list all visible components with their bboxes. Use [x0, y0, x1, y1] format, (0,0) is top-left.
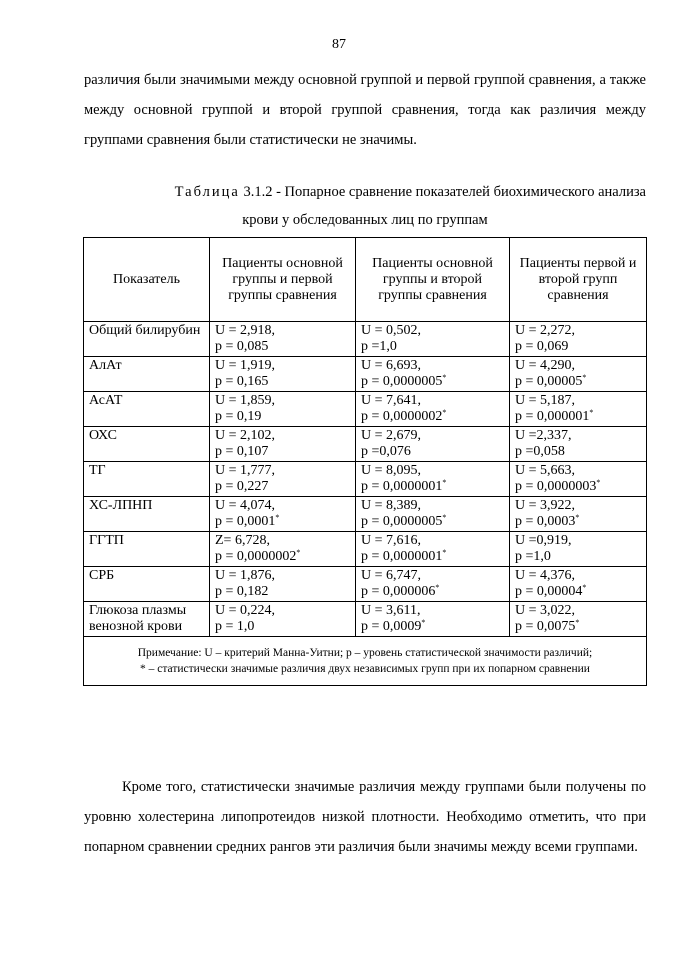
stat-cell: [510, 427, 647, 462]
p-value: p = 0,107: [215, 444, 269, 459]
p-value: p = 0,085: [215, 339, 269, 354]
p-value-line: [215, 479, 350, 495]
p-value-line: [215, 549, 350, 565]
header-main-vs-first: Пациенты основной группы и первой группы сравнения: [210, 238, 356, 322]
p-value: p = 0,182: [215, 584, 269, 599]
p-value-line: [215, 409, 350, 425]
p-value: p = 0,00005: [515, 374, 583, 389]
indicator-cell: АсАТ: [84, 392, 210, 427]
indicator-cell: ОХС: [84, 427, 210, 462]
significance-marker: *: [275, 513, 280, 522]
table-header-row: [84, 238, 647, 322]
intro-paragraph: различия были значимыми между основной группой и первой группой сравнения, а также между основной группой и второй группой сравнения, тогда как различия между группами сравнения были статистически не значимы.: [84, 72, 646, 148]
p-value: p =0,058: [515, 444, 565, 459]
significance-marker: *: [589, 408, 594, 417]
stat-cell: [356, 497, 510, 532]
p-value: p = 0,0000002: [215, 549, 297, 564]
stat-cell: [210, 462, 356, 497]
u-statistic: U = 3,022,: [515, 603, 576, 618]
closing-paragraph: Кроме того, статистически значимые различия между группами были получены по уровню холестерина липопротеидов низкой плотности. Необходимо отметить, что при попарном сравнении средних рангов эти различия были значимы между всеми группами.: [84, 779, 646, 855]
p-value-line: [361, 584, 504, 600]
p-value-line: [215, 619, 350, 635]
stat-cell: [356, 532, 510, 567]
table-row: [84, 602, 647, 637]
p-value-line: [361, 514, 504, 530]
significance-marker: *: [442, 513, 447, 522]
p-value-line: [515, 479, 641, 495]
p-value-line: [215, 374, 350, 390]
p-value-line: [215, 339, 350, 355]
significance-marker: *: [442, 478, 447, 487]
stat-cell: [356, 392, 510, 427]
u-statistic: U =0,919,: [515, 533, 572, 548]
p-value: p = 0,19: [215, 409, 262, 424]
p-value-line: [515, 619, 641, 635]
p-value: p = 0,0000003: [515, 479, 597, 494]
comparison-table: [83, 237, 647, 686]
u-statistic: U = 1,859,: [215, 393, 276, 408]
p-value: p = 0,00004: [515, 584, 583, 599]
p-value-line: [361, 549, 504, 565]
stat-cell: [510, 462, 647, 497]
p-value-line: [215, 444, 350, 460]
stat-cell: [210, 602, 356, 637]
p-value-line: [215, 584, 350, 600]
u-statistic: U = 4,074,: [215, 498, 276, 513]
caption-text-line1: - Попарное сравнение показателей биохимического анализа: [276, 184, 646, 200]
table-row: [84, 567, 647, 602]
table-row: [84, 532, 647, 567]
p-value: p = 0,0003: [515, 514, 576, 529]
stat-cell: [356, 322, 510, 357]
stat-cell: [356, 567, 510, 602]
p-value: p = 0,000001: [515, 409, 590, 424]
caption-label: Таблица: [174, 184, 240, 200]
p-value-line: [361, 479, 504, 495]
u-statistic: U = 6,747,: [361, 568, 422, 583]
significance-marker: *: [575, 513, 580, 522]
stat-cell: [210, 532, 356, 567]
header-first-vs-second: Пациенты первой и второй групп сравнения: [510, 238, 647, 322]
p-value-line: [361, 619, 504, 635]
significance-marker: *: [435, 583, 440, 592]
stat-cell: [210, 427, 356, 462]
p-value: p = 0,0000002: [361, 409, 443, 424]
p-value: p = 0,0000005: [361, 374, 443, 389]
page-number: 87: [332, 37, 346, 52]
p-value: p = 0,0075: [515, 619, 576, 634]
u-statistic: U = 1,777,: [215, 463, 276, 478]
table-row: [84, 357, 647, 392]
stat-cell: [356, 602, 510, 637]
caption-number: 3.1.2: [243, 184, 273, 200]
significance-marker: *: [575, 618, 580, 627]
significance-marker: *: [596, 478, 601, 487]
indicator-cell: СРБ: [84, 567, 210, 602]
p-value-line: [361, 444, 504, 460]
table-body: [84, 322, 647, 637]
p-value-line: [515, 584, 641, 600]
p-value: p = 0,0009: [361, 619, 422, 634]
u-statistic: U = 2,102,: [215, 428, 276, 443]
u-statistic: U = 8,389,: [361, 498, 422, 513]
indicator-cell: ТГ: [84, 462, 210, 497]
p-value-line: [515, 409, 641, 425]
header-main-vs-second: Пациенты основной группы и второй группы сравнения: [356, 238, 510, 322]
p-value: p = 1,0: [215, 619, 255, 634]
stat-cell: [510, 497, 647, 532]
u-statistic: U = 7,641,: [361, 393, 422, 408]
p-value: p = 0,0000005: [361, 514, 443, 529]
table-row: [84, 392, 647, 427]
indicator-cell: АлАт: [84, 357, 210, 392]
stat-cell: [210, 322, 356, 357]
significance-marker: *: [421, 618, 426, 627]
u-statistic: U = 3,922,: [515, 498, 576, 513]
table-row: [84, 427, 647, 462]
u-statistic: U = 5,187,: [515, 393, 576, 408]
significance-marker: *: [582, 373, 587, 382]
table-row: [84, 462, 647, 497]
significance-marker: *: [442, 548, 447, 557]
significance-marker: *: [442, 408, 447, 417]
table-note: [84, 637, 647, 686]
p-value-line: [361, 374, 504, 390]
note-line2: * – статистически значимые различия двух независимых групп при их попарном сравнении: [140, 663, 590, 675]
p-value-line: [515, 514, 641, 530]
indicator-cell: Общий билирубин: [84, 322, 210, 357]
p-value-line: [515, 444, 641, 460]
stat-cell: [210, 567, 356, 602]
u-statistic: U = 1,876,: [215, 568, 276, 583]
header-indicator: Показатель: [84, 238, 210, 322]
p-value-line: [515, 549, 641, 565]
u-statistic: U = 6,693,: [361, 358, 422, 373]
table-caption: [84, 178, 646, 234]
caption-text-line2: крови у обследованных лиц по группам: [242, 212, 488, 228]
u-statistic: U = 8,095,: [361, 463, 422, 478]
p-value: p = 0,069: [515, 339, 569, 354]
stat-cell: [510, 322, 647, 357]
indicator-cell: ХС-ЛПНП: [84, 497, 210, 532]
table-row: [84, 322, 647, 357]
u-statistic: U = 2,679,: [361, 428, 422, 443]
p-value-line: [215, 514, 350, 530]
p-value: p = 0,165: [215, 374, 269, 389]
table-note-row: [84, 637, 647, 686]
stat-cell: [356, 462, 510, 497]
p-value: p =1,0: [515, 549, 551, 564]
u-statistic: U = 0,502,: [361, 323, 422, 338]
u-statistic: U = 2,272,: [515, 323, 576, 338]
u-statistic: U = 0,224,: [215, 603, 276, 618]
u-statistic: U = 3,611,: [361, 603, 421, 618]
p-value: p =1,0: [361, 339, 397, 354]
stat-cell: [510, 392, 647, 427]
significance-marker: *: [582, 583, 587, 592]
stat-cell: [510, 567, 647, 602]
u-statistic: U = 5,663,: [515, 463, 576, 478]
indicator-cell: ГГТП: [84, 532, 210, 567]
indicator-cell: Глюкоза плазмы венозной крови: [84, 602, 210, 637]
stat-cell: [510, 532, 647, 567]
p-value-line: [515, 374, 641, 390]
p-value: p = 0,0001: [215, 514, 276, 529]
stat-cell: [210, 357, 356, 392]
u-statistic: Z= 6,728,: [215, 533, 270, 548]
u-statistic: U = 7,616,: [361, 533, 422, 548]
p-value: p =0,076: [361, 444, 411, 459]
u-statistic: U = 1,919,: [215, 358, 276, 373]
p-value: p = 0,0000001: [361, 549, 443, 564]
stat-cell: [510, 602, 647, 637]
significance-marker: *: [296, 548, 301, 557]
p-value: p = 0,000006: [361, 584, 436, 599]
u-statistic: U =2,337,: [515, 428, 572, 443]
p-value: p = 0,227: [215, 479, 269, 494]
u-statistic: U = 2,918,: [215, 323, 276, 338]
stat-cell: [356, 357, 510, 392]
stat-cell: [210, 497, 356, 532]
stat-cell: [356, 427, 510, 462]
table-row: [84, 497, 647, 532]
stat-cell: [210, 392, 356, 427]
significance-marker: *: [442, 373, 447, 382]
p-value-line: [515, 339, 641, 355]
p-value: p = 0,0000001: [361, 479, 443, 494]
u-statistic: U = 4,290,: [515, 358, 576, 373]
stat-cell: [510, 357, 647, 392]
p-value-line: [361, 339, 504, 355]
p-value-line: [361, 409, 504, 425]
u-statistic: U = 4,376,: [515, 568, 576, 583]
note-line1: Примечание: U – критерий Манна-Уитни; p – уровень статистической значимости различий;: [137, 647, 593, 659]
